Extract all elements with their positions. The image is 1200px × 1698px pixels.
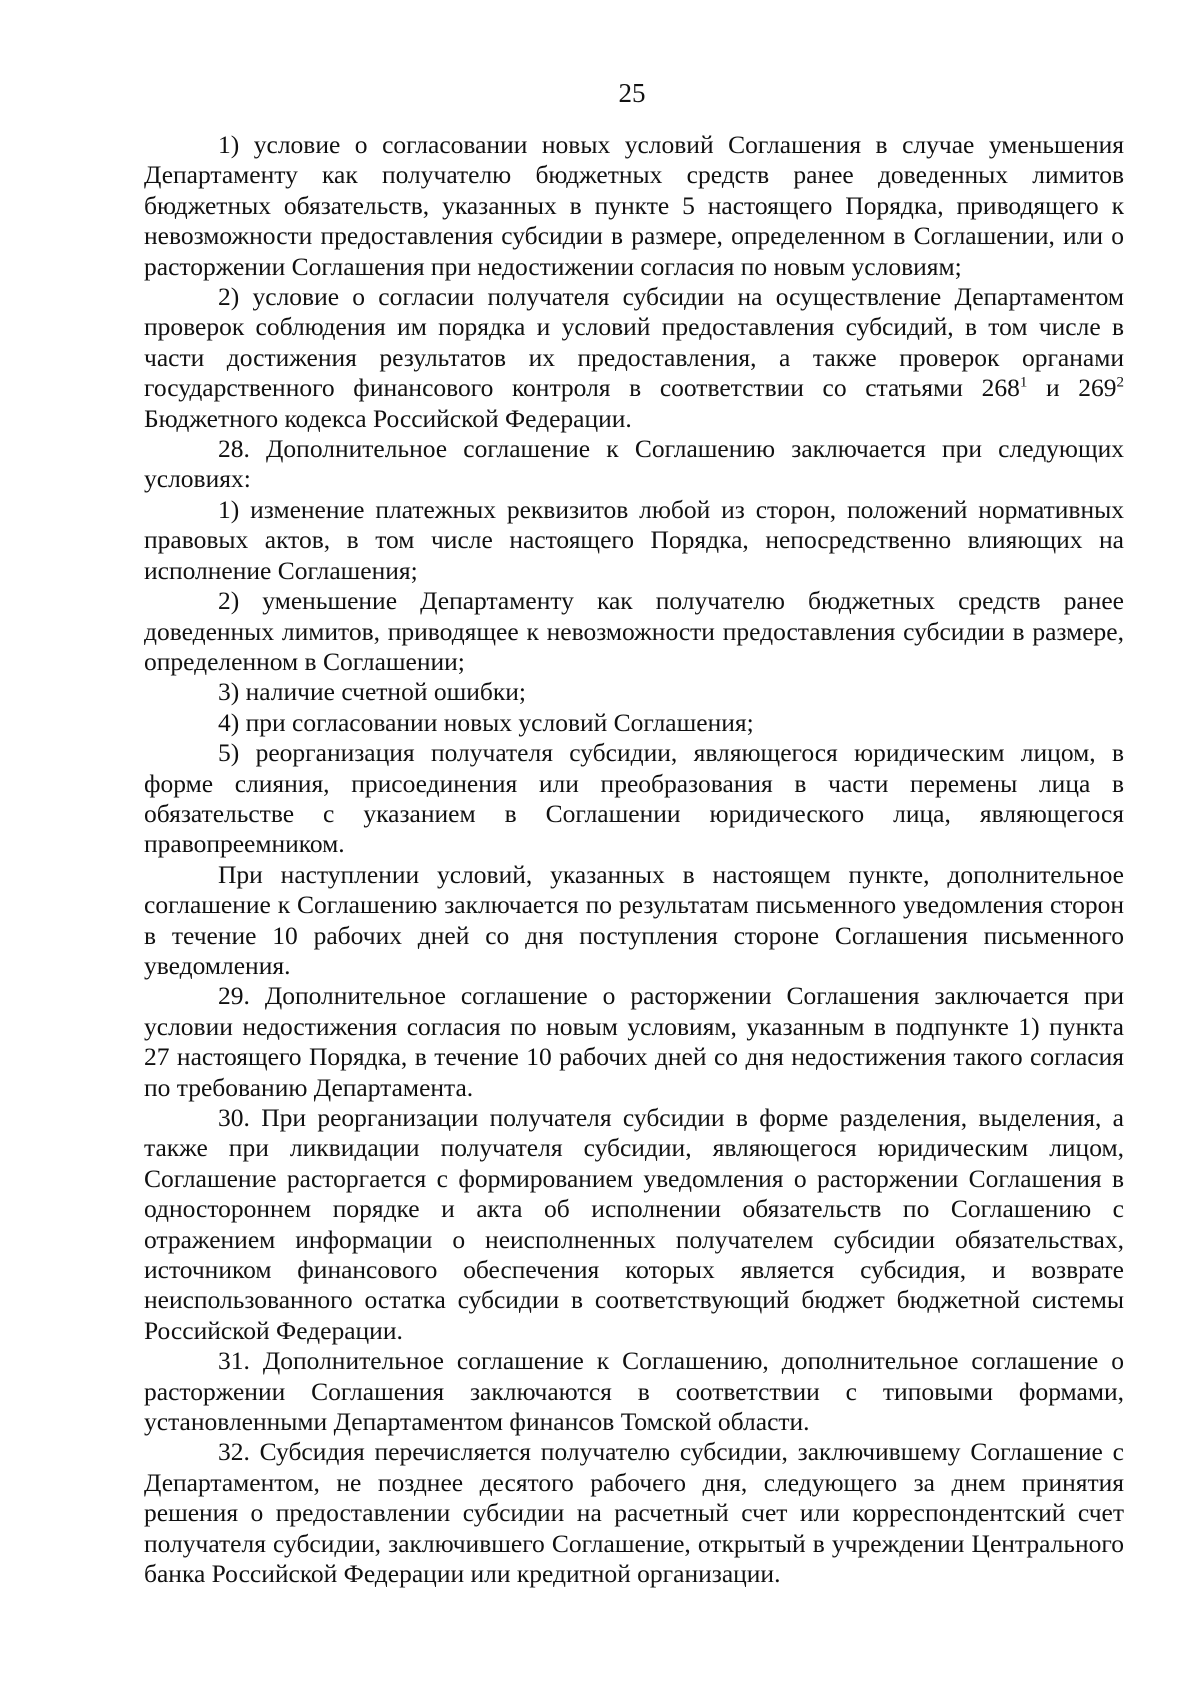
paragraph-clause-28-item-2: 2) уменьшение Департаменту как получателю бюджетных средств ранее доведенных лимитов, приводящее к невозможности предоставления субсидии в размере, определенном в Соглашении; [144,586,1124,676]
paragraph-text-middle: и 269 [1027,373,1117,403]
paragraph-clause-32: 32. Субсидия перечисляется получателю субсидии, заключившему Соглашение с Департаментом, не позднее десятого рабочего дня, следующего за днем принятия решения о предоставлении субсидии на расчетный счет или корреспондентский счет получателя субсидии, заключившего Соглашение, открытый в учреждении Центрального банка Российской Федерации или кредитной организации. [144,1437,1124,1589]
paragraph-clause-28-item-4: 4) при согласовании новых условий Соглашения; [218,707,754,737]
paragraph-subitem-2-inspection-consent [144,282,1124,434]
document-body [144,130,1124,1590]
paragraph-clause-28-item-1: 1) изменение платежных реквизитов любой из сторон, положений нормативных правовых актов, в том числе настоящего Порядка, непосредственно влияющих на исполнение Соглашения; [144,494,1124,585]
paragraph-clause-28: 28. Дополнительное соглашение к Соглашению заключается при следующих условиях: [144,434,1124,494]
paragraph-clause-28-item-5: 5) реорганизация получателя субсидии, являющегося юридическим лицом, в форме слияния, присоединения или преобразования в части перемены лица в обязательстве с указанием в Соглашении юридического лица, являющегося правопреемником. [144,738,1124,859]
page-number: 25 [618,78,646,108]
paragraph-text-start: 2) условие о согласии получателя субсидии на осуществление Департаментом проверок соблюдения им порядка и условий предоставления субсидий, в том числе в части достижения результатов их предоставления, а также проверок органами государственного финансового контроля в соответствии со статьями 268 [144,282,1124,403]
paragraph-clause-29: 29. Дополнительное соглашение о расторжении Соглашения заключается при условии недостижения согласия по новым условиям, указанным в подпункте 1) пункта 27 настоящего Порядка, в течение 10 рабочих дней со дня недостижения такого согласия по требованию Департамента. [144,981,1124,1102]
paragraph-subitem-1-agreement-conditions: 1) условие о согласовании новых условий Соглашения в случае уменьшения Департаменту как получателю бюджетных средств ранее доведенных лимитов бюджетных обязательств, указанных в пункте 5 настоящего Порядка, приводящего к невозможности предоставления субсидии в размере, определенном в Соглашении, или о расторжении Соглашения при недостижении согласия по новым условиям; [144,130,1124,281]
superscript-2: 2 [1116,374,1124,391]
paragraph-clause-30: 30. При реорганизации получателя субсидии в форме разделения, выделения, а также при ликвидации получателя субсидии, являющегося юридическим лицом, Соглашение расторгается с формированием уведомления о расторжении Соглашения в одностороннем порядке и акта об исполнении обязательств по Соглашению с отражением информации о неисполненных получателем субсидии обязательствах, источником финансового обеспечения которых является субсидия, и возврате неиспользованного остатка субсидии в соответствующий бюджет бюджетной системы Российской Федерации. [144,1103,1124,1345]
paragraph-clause-28-notification: При наступлении условий, указанных в настоящем пункте, дополнительное соглашение к Соглашению заключается по результатам письменного уведомления сторон в течение 10 рабочих дней со дня поступления стороне Соглашения письменного уведомления. [144,859,1124,980]
paragraph-clause-31: 31. Дополнительное соглашение к Соглашению, дополнительное соглашение о расторжении Соглашения заключаются в соответствии с типовыми формами, установленными Департаментом финансов Томской области. [144,1346,1124,1437]
paragraph-clause-28-item-3: 3) наличие счетной ошибки; [218,677,526,707]
superscript-1: 1 [1019,374,1028,391]
paragraph-text-end: Бюджетного кодекса Российской Федерации. [144,403,632,433]
